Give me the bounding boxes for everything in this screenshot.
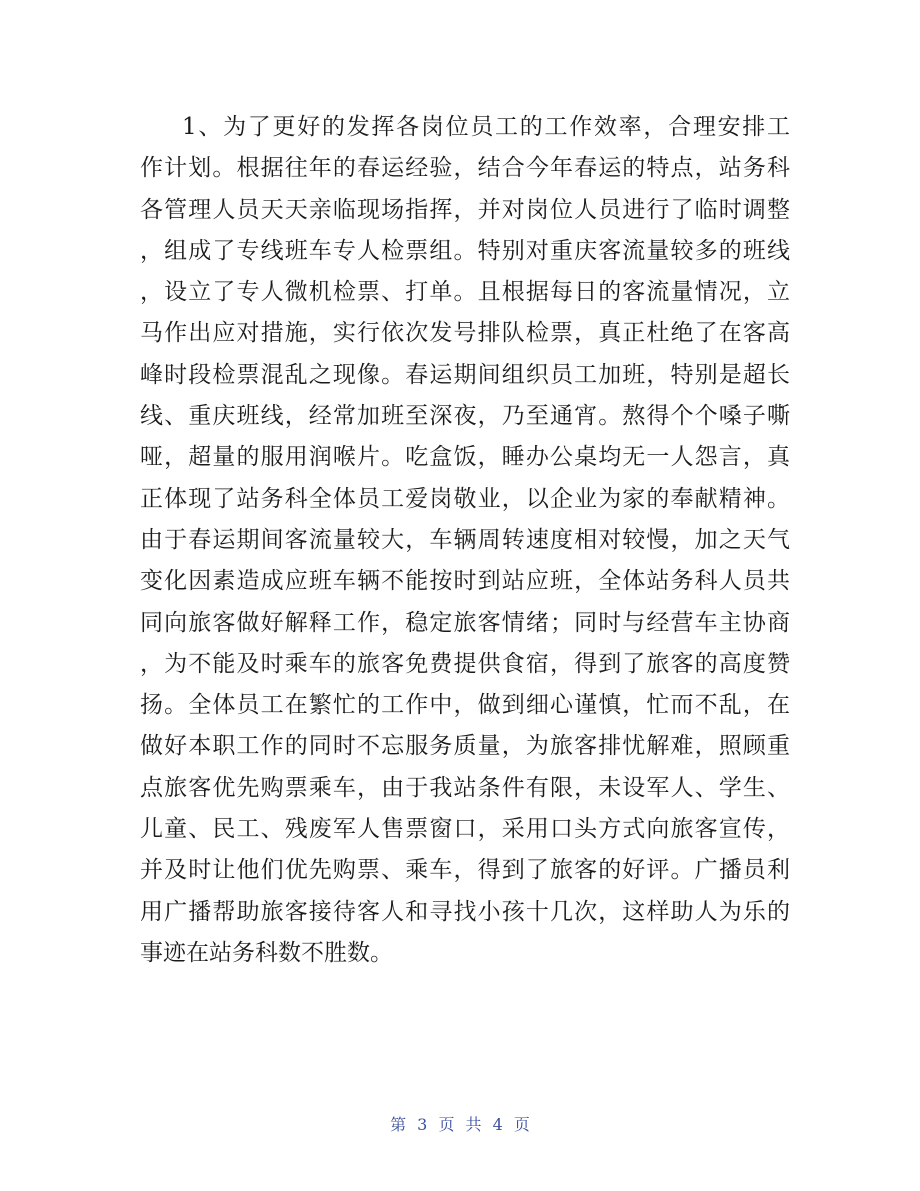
text-line: 哑，超量的服用润喉片。吃盒饭，睡办公桌均无一人怨言，真 — [140, 444, 790, 471]
text-line: 儿童、民工、残废军人售票窗口，采用口头方式向旅客宣传， — [140, 816, 790, 843]
text-line: 变化因素造成应班车辆不能按时到站应班，全体站务科人员共 — [140, 568, 790, 595]
text-line: 正体现了站务科全体员工爱岗敬业，以企业为家的奉献精神。 — [140, 485, 790, 512]
body-paragraph — [140, 107, 790, 974]
text-line: 并及时让他们优先购票、乘车，得到了旅客的好评。广播员利 — [140, 857, 790, 884]
text-line: 做好本职工作的同时不忘服务质量，为旅客排忧解难，照顾重 — [140, 733, 790, 760]
text-line: 作计划。根据往年的春运经验，结合今年春运的特点，站务科 — [140, 155, 790, 182]
text-line: 用广播帮助旅客接待客人和寻找小孩十几次，这样助人为乐的 — [140, 898, 790, 925]
text-line: ，设立了专人微机检票、打单。且根据每日的客流量情况，立 — [140, 279, 790, 306]
text-line: 事迹在站务科数不胜数。 — [140, 939, 393, 966]
text-line: 1、为了更好的发挥各岗位员工的工作效率，合理安排工 — [182, 114, 790, 140]
text-line: ，组成了专线班车专人检票组。特别对重庆客流量较多的班线 — [140, 237, 790, 264]
text-line: 马作出应对措施，实行依次发号排队检票，真正杜绝了在客高 — [140, 320, 790, 347]
text-line: 点旅客优先购票乘车，由于我站条件有限，未设军人、学生、 — [140, 774, 790, 801]
text-line: ，为不能及时乘车的旅客免费提供食宿，得到了旅客的高度赞 — [140, 650, 790, 677]
text-line: 由于春运期间客流量较大，车辆周转速度相对较慢，加之天气 — [140, 526, 790, 553]
text-line: 线、重庆班线，经常加班至深夜，乃至通宵。熬得个个嗓子嘶 — [140, 403, 790, 430]
text-line: 同向旅客做好解释工作，稳定旅客情绪；同时与经营车主协商 — [140, 609, 790, 636]
text-line: 各管理人员天天亲临现场指挥，并对岗位人员进行了临时调整 — [140, 196, 790, 223]
text-line: 扬。全体员工在繁忙的工作中，做到细心谨慎，忙而不乱，在 — [140, 692, 790, 719]
page-number-footer: 第 3 页 共 4 页 — [390, 1115, 530, 1134]
text-line: 峰时段检票混乱之现像。春运期间组织员工加班，特别是超长 — [140, 361, 790, 388]
